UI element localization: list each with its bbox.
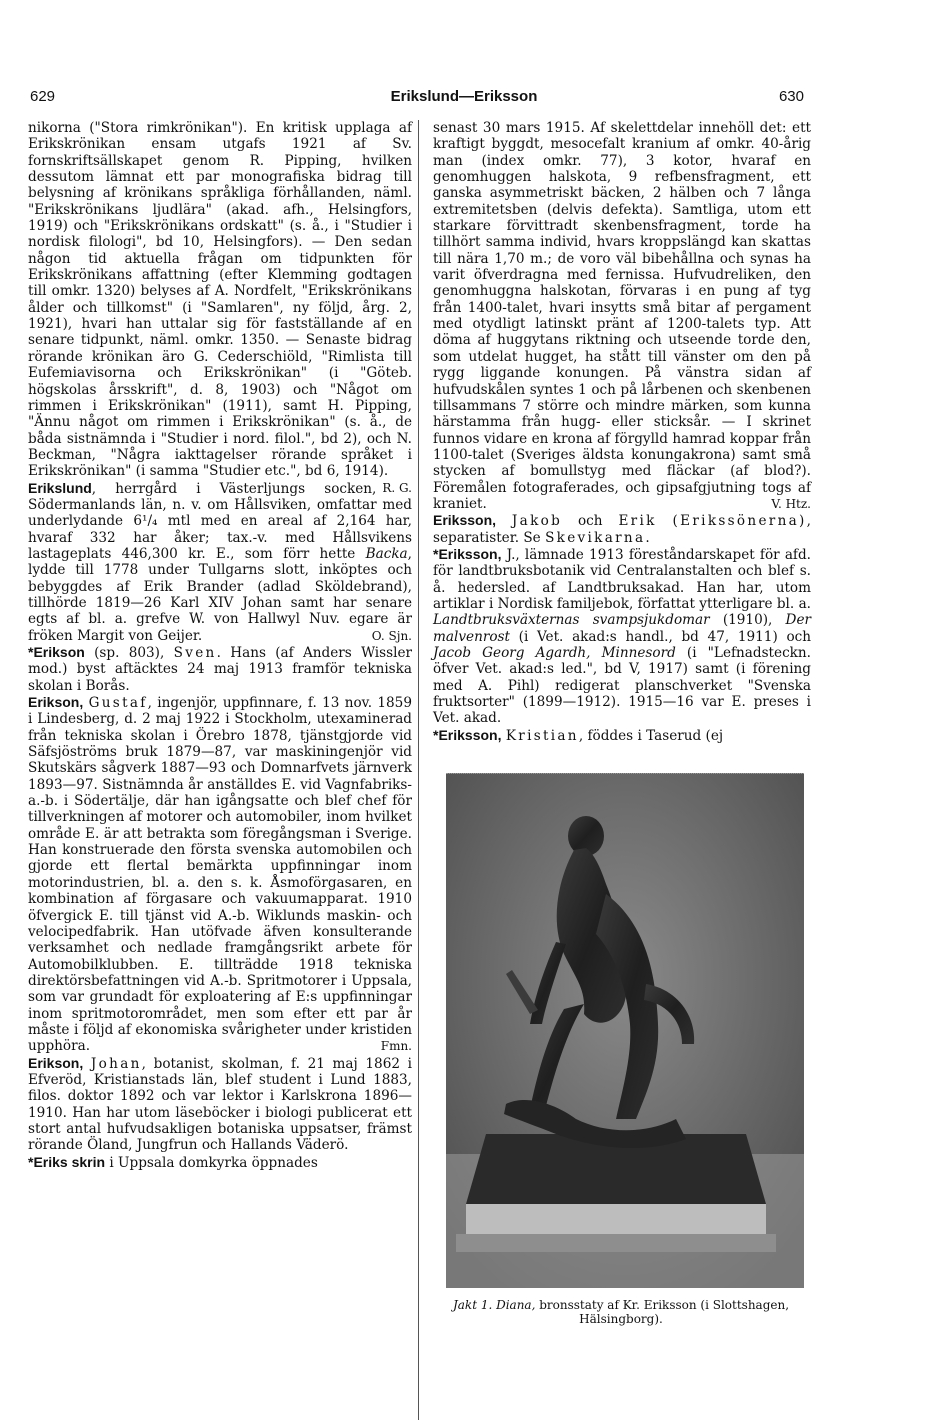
entry-text: (sp. 803), <box>84 645 174 661</box>
entry-erikson-sven <box>28 644 412 694</box>
caption-text: bronsstaty af Kr. Eriksson (i Slottshagen, Hälsingborg). <box>535 1298 790 1326</box>
entry-text: , lydde till 1778 under Tullgarns slott, inköptes och bebyggdes af Erik Brander (adlad Sköldebrand), tillhörde 1819—26 Karl XIV Johan samt har senare egts af bl. a. grefve W. von Hallwyl Nuv. egare är fröken Margit von Geijer. <box>28 545 412 644</box>
headword: Erikson, <box>28 694 84 711</box>
author-signature: Fmn. <box>380 1039 412 1054</box>
paragraph-text: nikorna ("Stora rimkrönikan"). En kritisk upplaga af Erikskrönikan ensam utgafs 1921 af Sv. fornskriftsällskapet genom R. Pipping, hvilken dessutom lämnat ett par monografiska bidrag till belysning af krönikans språkliga förhållanden, näml. "Erikskrönikans ljudlära" (akad. afh., Helsingfors, 1919) och "Erikskrönikans ordskatt" (s. å., i "Studier i nordisk filologi", bd 10, Helsingfors). — Den sedan någon tid aktuella frågan om tidpunkten för Erikskrönikans affattning (efter Klemming godtagen till omkr. 1320) belyses af A. Nordfelt, "Erikskrönikans ålder och tillkomst" (i "Samlaren", ny följd, årg. 2, 1921), hvari han uttalar sig för fastställande af en senare tidpunkt, näml. omkr. 1350. — Senaste bidrag rörande krönikan äro G. Cederschiöld, "Rimlista till Eufemiavisorna och Erikskrönikan" (i "Göteb. högskolas årsskrift", d. 8, 1903) och "Något om rimmen i Erikskrönikan" (1911), samt H. Pipping, "Ännu något om rimmen i Erikskrönikan" (s. å., de båda sistnämnda i "Studier i nord. filol.", bd 2), och N. Beckman, "Några iakttagelser rörande språket i Erikskrönikan" (i samma "Studier etc.", bd 6, 1914). <box>28 120 412 480</box>
headword: Erikslund <box>28 479 92 496</box>
column-divider <box>418 120 419 1420</box>
caption-label: Jakt 1. Diana, <box>452 1298 536 1312</box>
entry-italic: Der malvenrost <box>433 612 811 645</box>
entry-text: (1910), <box>709 612 786 629</box>
entry-italic: Landtbruksväxternas svampsjukdomar <box>433 612 710 629</box>
entry-crossref: Skevikarna <box>545 529 646 546</box>
author-signature: O. Sjn. <box>371 628 412 643</box>
entry-text: , ingenjör, uppfinnare, f. 13 nov. 1859 i Lindesberg, d. 2 maj 1922 i Stockholm, utexaminerad från tekniska skolan i Örebro 1878, tjänstgjorde vid Säfsjöströms bruk 1879—87, var maskiningenjör vid Skutskärs sågverk 1887—93 och Domnarfvets järnverk 1893—97. Sistnämnda år anställdes E. vid Vagnfabriks-a.-b. i Södertälje, där han igångsatte och blef chef för tillverkningen af motorer och automobiler, inom hvilket område E. är att betrakta som föregångsman i Sverige. Han konstruerade den första svenska automobilen och gjorde ett flertal bemärkta uppfinningar inom motorindustrien, bl. a. den s. k. Åsmoförgasaren, en kombination af förgasare och vakuumapparat. 1910 öfvergick E. till tjänst vid A.-b. Wiklunds maskin- och velocipedfabrik. Han utöfvade äfven konsulterande verksamhet och nedlade framgångsrikt arbete för Automobilklubben. E. tillträdde 1918 tekniska direktörsbefattningen vid A.-b. Spritmotorer i Uppsala, som var grundadt för exploatering af E:s uppfinningar inom spritmotorområdet, men som efter ett par år måste i följd af ekonomiska svårigheter under kristiden upphöra. <box>28 695 412 1055</box>
page-number-right: 630 <box>778 88 804 105</box>
entry-name: Sven <box>173 645 217 661</box>
entry-text: i Uppsala domkyrka öppnades <box>105 1154 318 1171</box>
entry-text: (i "Lefnadsteckn. öfver Vet. akad:s led.", bd V, 1917) samt (i förening med A. Pihl) redigerat planschverket "Svenska fruktsorter" (1899—1912). 1915—16 var E. preses i Vet. akad. <box>433 645 811 727</box>
entry-erikson-johan <box>28 1055 412 1154</box>
entry-eriksson-j <box>433 546 811 727</box>
entry-name: Gustaf <box>88 695 148 712</box>
statue-photograph <box>446 773 804 1288</box>
entry-text: , separatister. Se <box>433 513 811 546</box>
entry-eriksson-kristian <box>433 727 811 744</box>
paragraph-text: senast 30 mars 1915. Af skelettdelar innehöll det: ett kraftigt byggdt, mesocefalt kranium af omkr. 40-årig man (index omkr. 77), 3 kotor, hvaraf en genomhuggen halskota, 9 refbensfragment, ett ganska asymmetriskt bäcken, 2 hälben och 7 långa extremitetsben (delvis defekta). Samtliga, utom ett starkare förvittradt skenbensfragment, torde ha tillhört samma individ, hvars kroppslängd kan skattas till nära 1,70 m.; de voro väl bibehållna och synas ha varit öfverdragna med fernissa. Hufvudreliken, den genomhuggna halskotan, förvaras i en pung af tyg från 1400-talet, hvari insytts små bitar af pergament med otydligt latinskt pränt af 1200-talets typ. Att döma af huggytans riktning och utseende torde den, som utdelat hugget, ha stått till vänster om den på rygg liggande konungen. På vänstra sidan af hufvudskålen syntes 1 och på lårbenen och skenbenen tillsammans 7 större och mindre märken, som kunna härstamma från hugg- eller sticksår. — I skrinet funnos vidare en krona af förgylld hamrad koppar från 1100-talet (Sveriges äldsta konungakrona) samt små stycken af bomullstyg med fläckar (af blod?). Föremålen fotograferades, och gipsafgjutning togs af kraniet. <box>433 120 811 512</box>
right-column <box>433 120 811 744</box>
entry-erikslund <box>28 480 412 644</box>
entry-name: Johan <box>90 1055 142 1072</box>
entry-text: , herrgård i Västerljungs socken, Södermanlands län, n. v. om Hållsviken, omfattar med underlydande 6¹/₄ mtl med en areal af 2,164 har, hvaraf 332 har åker; tax.-v. med Hållsvikens lastageplats 446,300 kr. E., som förr hette <box>28 480 412 562</box>
entry-name: Erik <box>618 513 657 530</box>
headword: Erikson, <box>28 1054 84 1071</box>
entry-text: . <box>645 529 650 546</box>
running-title: Erikslund—Eriksson <box>390 88 538 105</box>
figure-caption <box>432 1298 810 1326</box>
entry-eriks-skrin <box>28 1154 412 1171</box>
left-column <box>28 120 412 1171</box>
headword: Eriksson, <box>433 512 497 529</box>
author-signature: R. G. <box>382 480 412 495</box>
entry-text: , föddes i Taserud (ej <box>578 727 724 744</box>
headword: *Eriksson, <box>433 726 502 743</box>
entry-italic: Jacob Georg Agardh, Minnesord <box>433 645 676 661</box>
entry-erikson-gustaf <box>28 694 412 1055</box>
entry-italic: Backa <box>365 545 408 562</box>
headword: *Eriksson, <box>433 545 502 562</box>
headword: *Eriks skrin <box>28 1153 106 1170</box>
page-header <box>0 88 928 112</box>
entry-text: J., lämnade 1913 föreståndarskapet för afd. för landtbruksbotanik vid Centralanstalten och blef s. å. hedersled. af Landtbruksakad. Han har, utom artiklar i Nordisk familjebok, författat ytterligare bl. a. <box>433 546 811 612</box>
headword: *Erikson <box>28 644 85 660</box>
author-signature: V. Htz. <box>771 496 811 511</box>
entry-name: (Erikssönerna) <box>672 513 807 530</box>
entry-name: Jakob <box>511 513 563 530</box>
entry-eriksson-jakob-erik <box>433 512 811 546</box>
paragraph <box>433 120 811 512</box>
page-number-left: 629 <box>30 88 56 105</box>
entry-text: och <box>562 513 619 530</box>
entry-text: (i Vet. akad:s handl., bd 47, 1911) och <box>509 628 811 645</box>
diana-statue-image <box>446 774 804 1288</box>
entry-text: . Hans (af Anders Wissler mod.) byst aftäcktes 24 maj 1913 framför tekniska skolan i Borås. <box>28 645 412 694</box>
entry-text: , botanist, skolman, f. 21 maj 1862 i Efveröd, Kristianstads län, blef student i Lund 1883, filos. doktor 1892 och var lektor i Karlskrona 1896—1910. Han har utom läseböcker i biologi publicerat ett stort antal hufvudsakligen botaniska uppsatser, främst rörande Öland, Jungfrun och Hallands Väderö. <box>28 1055 412 1154</box>
entry-name: Kristian <box>505 727 579 744</box>
